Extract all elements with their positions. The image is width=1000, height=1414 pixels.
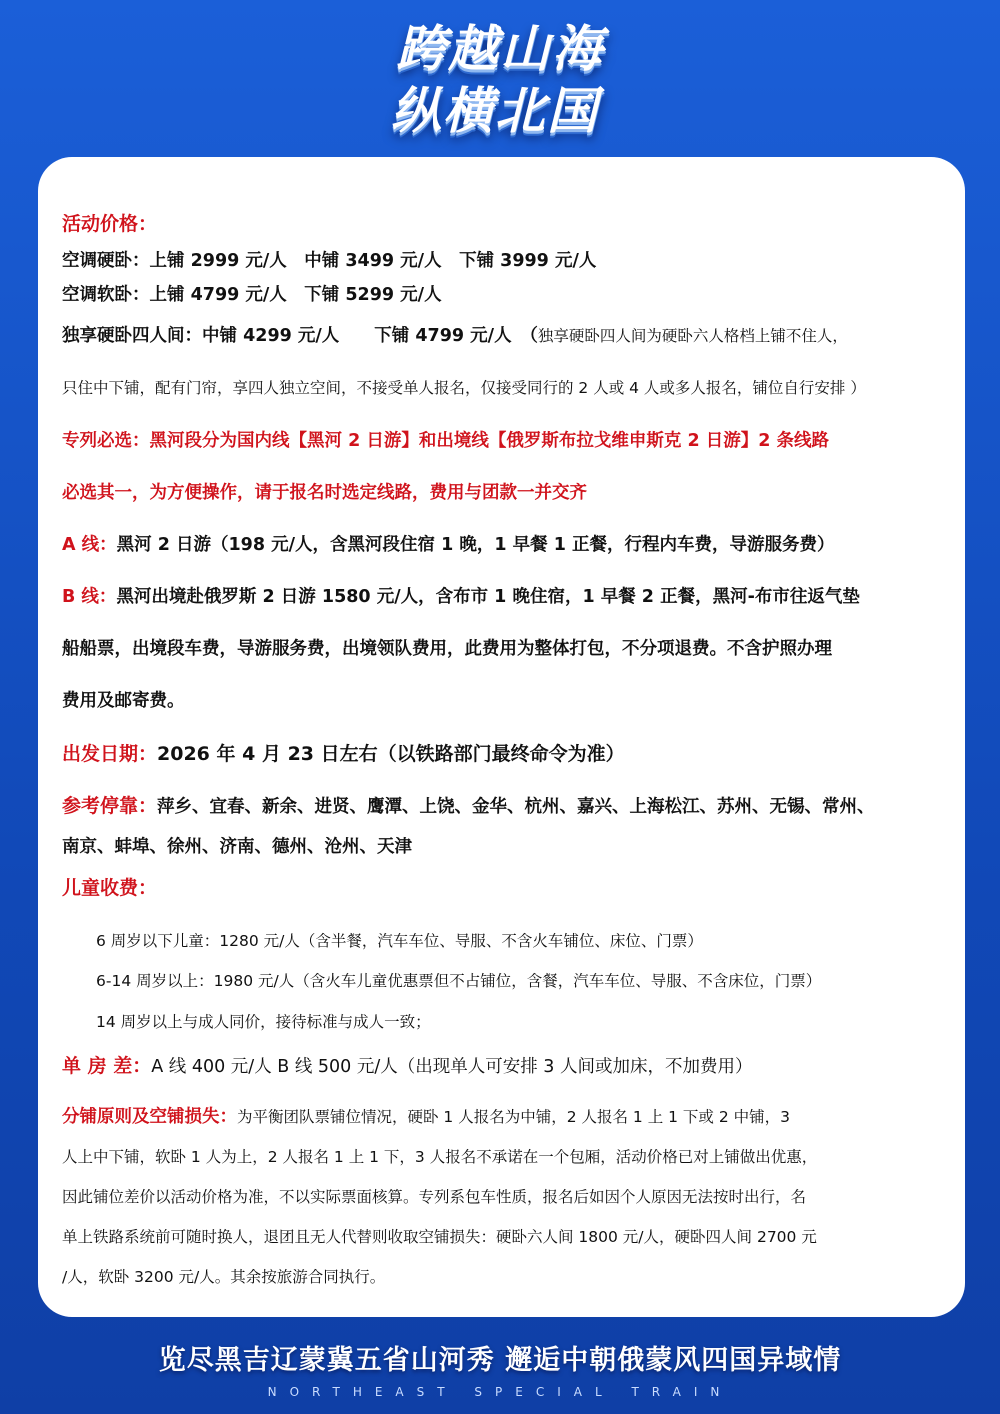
stops-text-1: 萍乡、宜春、新余、进贤、鹰潭、上饶、金华、杭州、嘉兴、上海松江、苏州、无锡、常州、 bbox=[157, 797, 875, 817]
title-line-1: 跨越山海 bbox=[396, 20, 604, 78]
line-a bbox=[62, 531, 945, 556]
berth-label: 分铺原则及空铺损失： bbox=[62, 1107, 237, 1127]
footer-subtitle: NORTHEAST SPECIAL TRAIN bbox=[267, 1385, 733, 1399]
line-a-text: 黑河 2 日游（198 元/人，含黑河段住宿 1 晚，1 早餐 1 正餐，行程内车费，导游服务费） bbox=[116, 535, 835, 555]
berth-rule bbox=[62, 1103, 945, 1128]
children-item-3: 14 周岁以上与成人同价，接待标准与成人一致； bbox=[96, 1013, 431, 1031]
single-label: 单 房 差： bbox=[62, 1055, 152, 1077]
single-supplement bbox=[62, 1051, 945, 1078]
berth-text-1: 为平衡团队票铺位情况，硬卧 1 人报名为中铺，2 人报名 1 上 1 下或 2 中铺，3 bbox=[237, 1108, 791, 1126]
special-line-2: 必选其一，为方便操作，请于报名时选定线路，费用与团款一并交齐 bbox=[62, 483, 587, 503]
stops-text-2: 南京、蚌埠、徐州、济南、德州、沧州、天津 bbox=[62, 837, 412, 857]
price-hard-sleeper: 空调硬卧：上铺 2999 元/人 中铺 3499 元/人 下铺 3999 元/人 bbox=[62, 251, 597, 271]
special-line-1: 专列必选：黑河段分为国内线【黑河 2 日游】和出境线【俄罗斯布拉戈维申斯克 2 日游】2 条线路 bbox=[62, 431, 829, 451]
berth-text-4: 单上铁路系统前可随时换人，退团且无人代替则收取空铺损失：硬卧六人间 1800 元/人，硬卧四人间 2700 元 bbox=[62, 1228, 817, 1246]
stops-label: 参考停靠： bbox=[62, 795, 158, 817]
berth-text-3: 因此铺位差价以活动价格为准，不以实际票面核算。专列系包车性质，报名后如因个人原因无法按时出行，名 bbox=[62, 1188, 807, 1206]
line-b-text-1: 黑河出境赴俄罗斯 2 日游 1580 元/人，含布市 1 晚住宿，1 早餐 2 正餐，黑河-布市往返气垫 bbox=[116, 587, 860, 607]
berth-text-5: /人，软卧 3200 元/人。其余按旅游合同执行。 bbox=[62, 1268, 386, 1286]
poster-title bbox=[340, 18, 660, 158]
price-private-room-main: 独享硬卧四人间：中铺 4299 元/人 下铺 4799 元/人 （ bbox=[62, 326, 538, 346]
line-b-text-2: 船船票，出境段车费，导游服务费，出境领队费用，此费用为整体打包，不分项退费。不含护照办理 bbox=[62, 639, 832, 659]
price-private-room-note-2: 只住中下铺，配有门帘，享四人独立空间，不接受单人报名，仅接受同行的 2 人或 4 人或多人报名，铺位自行安排 ） bbox=[62, 379, 866, 397]
single-text: A 线 400 元/人 B 线 500 元/人（出现单人可安排 3 人间或加床，不加费用） bbox=[151, 1057, 753, 1077]
price-soft-sleeper: 空调软卧：上铺 4799 元/人 下铺 5299 元/人 bbox=[62, 285, 442, 305]
line-b-label: B 线： bbox=[62, 587, 117, 607]
line-b-text-3: 费用及邮寄费。 bbox=[62, 691, 185, 711]
price-private-room bbox=[62, 322, 945, 347]
line-a-label: A 线： bbox=[62, 535, 117, 555]
children-item-1: 6 周岁以下儿童：1280 元/人（含半餐，汽车车位、导服、不含火车铺位、床位、门票） bbox=[96, 932, 703, 950]
berth-text-2: 人上中下铺，软卧 1 人为上，2 人报名 1 上 1 下，3 人报名不承诺在一个包厢，活动价格已对上铺做出优惠， bbox=[62, 1148, 818, 1166]
price-heading: 活动价格： bbox=[62, 213, 158, 235]
line-b bbox=[62, 583, 945, 608]
stops bbox=[62, 791, 945, 818]
departure bbox=[62, 739, 945, 766]
price-private-room-note: 独享硬卧四人间为硬卧六人格档上铺不住人， bbox=[537, 327, 848, 345]
children-heading: 儿童收费： bbox=[62, 877, 158, 899]
title-line-2: 纵横北国 bbox=[391, 82, 599, 140]
info-card bbox=[38, 157, 965, 1317]
children-item-2: 6-14 周岁以上：1980 元/人（含火车儿童优惠票但不占铺位，含餐，汽车车位、导服、不含床位，门票） bbox=[96, 972, 822, 990]
departure-text: 2026 年 4 月 23 日左右（以铁路部门最终命令为准） bbox=[157, 743, 625, 765]
departure-label: 出发日期： bbox=[62, 743, 158, 765]
footer-slogan: 览尽黑吉辽蒙冀五省山河秀 邂逅中朝俄蒙风四国异域情 bbox=[158, 1345, 842, 1376]
